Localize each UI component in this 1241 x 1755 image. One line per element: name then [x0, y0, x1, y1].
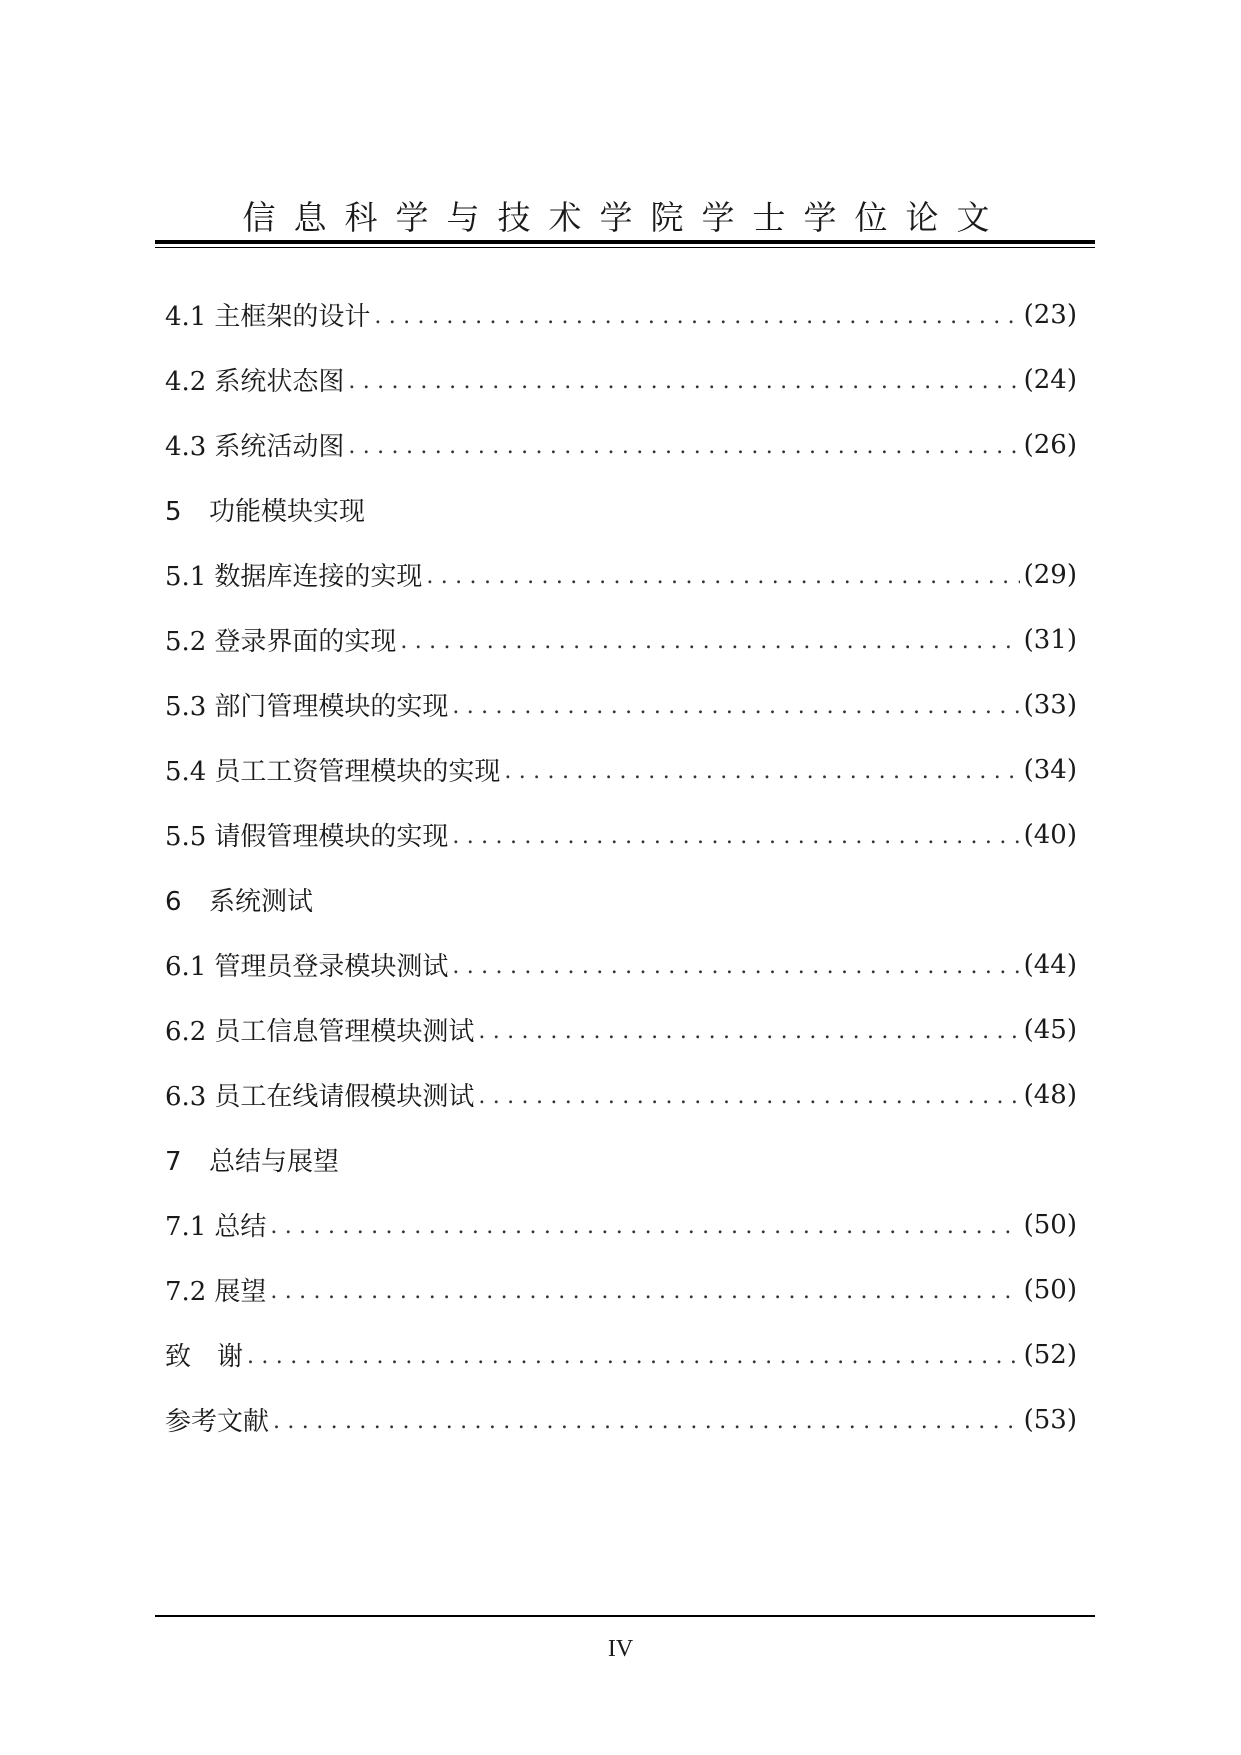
toc-entry[interactable] [165, 672, 1077, 737]
toc-entry[interactable] [165, 542, 1077, 607]
toc-dot-leader [247, 1344, 1020, 1369]
toc-entry[interactable] [165, 412, 1077, 477]
toc-entry[interactable] [165, 1322, 1077, 1387]
toc-entry-number: 5.1 [165, 562, 207, 592]
toc-entry-label [165, 1336, 243, 1373]
toc-page-number: (34) [1023, 754, 1077, 785]
toc-entry-title: 数据库连接的实现 [214, 562, 423, 592]
toc-page-number: (40) [1023, 819, 1077, 850]
toc-entry[interactable] [165, 737, 1077, 802]
toc-page-number: (53) [1023, 1404, 1077, 1435]
toc-dot-leader [374, 304, 1019, 329]
toc-dot-leader [400, 629, 1019, 654]
toc-page-number: (31) [1023, 624, 1077, 655]
toc-entry-title: 系统活动图 [214, 432, 345, 462]
toc-entry-title: 员工在线请假模块测试 [214, 1082, 475, 1112]
toc-entry-label [165, 881, 313, 918]
footer-rule [155, 1615, 1095, 1617]
toc-entry-title: 致 谢 [165, 1342, 244, 1372]
toc-dot-leader [478, 1084, 1019, 1109]
toc-entry-number: 4.3 [165, 432, 207, 462]
toc-entry-label [165, 361, 344, 398]
toc-entry[interactable] [165, 932, 1077, 997]
toc-entry-number: 7.2 [165, 1277, 207, 1307]
toc-entry-number: 6.3 [165, 1082, 207, 1112]
toc-entry[interactable] [165, 1387, 1077, 1452]
toc-dot-leader [348, 434, 1019, 459]
toc-page-number: (52) [1023, 1339, 1077, 1370]
header-rule-thick [155, 240, 1095, 244]
toc-page-number: (50) [1023, 1274, 1077, 1305]
toc-page-number: (23) [1023, 299, 1077, 330]
toc-page-number: (26) [1023, 429, 1077, 460]
toc-page-number: (33) [1023, 689, 1077, 720]
toc-entry-number: 5 [165, 497, 182, 527]
toc-page-number: (50) [1023, 1209, 1077, 1240]
toc-chapter-heading[interactable] [165, 867, 1077, 932]
toc-entry-title: 总结与展望 [209, 1147, 340, 1177]
toc-entry-label [165, 1076, 474, 1113]
toc-page-number: (48) [1023, 1079, 1077, 1110]
toc-page-number: (45) [1023, 1014, 1077, 1045]
toc-entry-number: 7 [165, 1147, 182, 1177]
toc-dot-leader [478, 1019, 1019, 1044]
toc-entry-number: 5.5 [165, 822, 207, 852]
toc-entry-number: 6 [165, 887, 182, 917]
toc-entry-title: 部门管理模块的实现 [214, 692, 449, 722]
toc-dot-leader [452, 694, 1019, 719]
toc-entry-label [165, 1271, 266, 1308]
toc-entry-title: 请假管理模块的实现 [214, 822, 449, 852]
toc-page-number: (44) [1023, 949, 1077, 980]
toc-chapter-heading[interactable] [165, 477, 1077, 542]
toc-entry-number: 5.4 [165, 757, 207, 787]
toc-entry-label [165, 1011, 474, 1048]
toc-entry-title: 展望 [214, 1277, 267, 1307]
toc-entry-label [165, 296, 370, 333]
toc-entry-title: 系统测试 [209, 887, 314, 917]
toc-entry-title: 参考文献 [165, 1407, 270, 1437]
toc-entry[interactable] [165, 997, 1077, 1062]
toc-dot-leader [452, 824, 1019, 849]
toc-dot-leader [270, 1214, 1019, 1239]
toc-entry-title: 管理员登录模块测试 [214, 952, 449, 982]
toc-dot-leader [452, 954, 1019, 979]
toc-entry-label [165, 946, 448, 983]
toc-entry-number: 7.1 [165, 1212, 207, 1242]
toc-dot-leader [270, 1279, 1019, 1304]
toc-entry[interactable] [165, 802, 1077, 867]
toc-entry-label [165, 1401, 269, 1438]
toc-dot-leader [426, 564, 1019, 589]
toc-entry-title: 登录界面的实现 [214, 627, 397, 657]
page-number: IV [607, 1636, 634, 1662]
toc-entry-title: 员工工资管理模块的实现 [214, 757, 501, 787]
header-rule-thin [155, 247, 1095, 248]
toc-entry[interactable] [165, 607, 1077, 672]
toc-entry-label [165, 1206, 266, 1243]
toc-entry-title: 系统状态图 [214, 367, 345, 397]
toc-entry-title: 员工信息管理模块测试 [214, 1017, 475, 1047]
toc-entry-number: 6.1 [165, 952, 207, 982]
toc-entry[interactable] [165, 347, 1077, 412]
table-of-contents [165, 282, 1077, 1452]
toc-entry-label [165, 686, 448, 723]
toc-entry-label [165, 816, 448, 853]
toc-entry-number: 4.1 [165, 302, 207, 332]
toc-entry-label [165, 751, 500, 788]
toc-entry-number: 4.2 [165, 367, 207, 397]
toc-entry-label [165, 621, 396, 658]
page-header-title: 信息科学与技术学院学士学位论文 [242, 198, 1008, 237]
toc-page-number: (24) [1023, 364, 1077, 395]
toc-entry-label [165, 426, 344, 463]
toc-dot-leader [348, 369, 1019, 394]
toc-entry-title: 主框架的设计 [214, 302, 371, 332]
toc-entry-title: 总结 [214, 1212, 267, 1242]
toc-entry[interactable] [165, 1192, 1077, 1257]
toc-entry-label [165, 1141, 339, 1178]
toc-entry[interactable] [165, 1062, 1077, 1127]
toc-entry-number: 5.2 [165, 627, 207, 657]
toc-entry-title: 功能模块实现 [209, 497, 366, 527]
toc-entry-label [165, 491, 365, 528]
toc-entry-number: 6.2 [165, 1017, 207, 1047]
toc-dot-leader [504, 759, 1019, 784]
toc-chapter-heading[interactable] [165, 1127, 1077, 1192]
toc-dot-leader [273, 1409, 1020, 1434]
toc-entry[interactable] [165, 282, 1077, 347]
toc-entry-number: 5.3 [165, 692, 207, 722]
toc-entry[interactable] [165, 1257, 1077, 1322]
toc-page-number: (29) [1023, 559, 1077, 590]
toc-entry-label [165, 556, 422, 593]
